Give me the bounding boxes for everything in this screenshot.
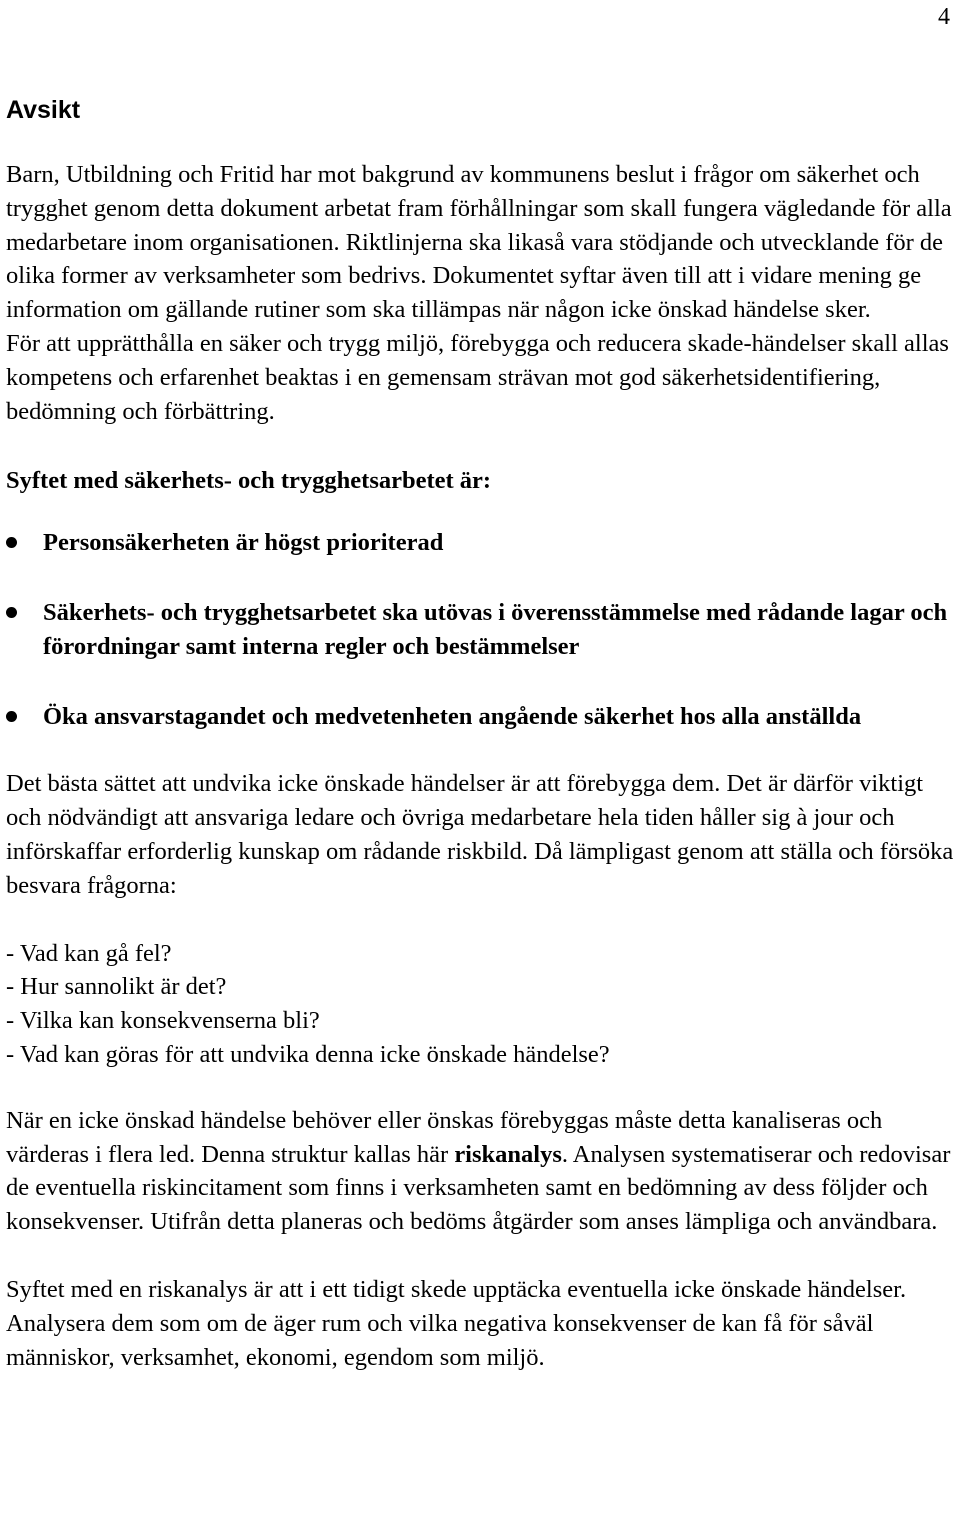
bullet-item	[6, 526, 954, 560]
question-item: - Vilka kan konsekvenserna bli?	[6, 1007, 320, 1035]
bullet-item	[6, 700, 954, 734]
bullet-text: Säkerhets- och trygghetsarbetet ska utövas i överensstämmelse med rådande lagar och förordningar samt interna regler och bestämmelser	[43, 598, 948, 660]
bullet-dot-icon	[6, 607, 17, 618]
prevention-paragraph: Det bästa sättet att undvika icke önskade händelser är att förebygga dem. Det är därför viktigt och nödvändigt att ansvariga ledare och övriga medarbetare hela tiden håller sig à jour och införskaffar erforderlig kunskap om rådande riskbild. Då lämpligast genom att ställa och försöka besvara frågorna:	[6, 770, 954, 899]
bullet-text: Öka ansvarstagandet och medvetenheten angående säkerhet hos alla anställda	[43, 702, 862, 730]
bullet-dot-icon	[6, 537, 17, 548]
question-item: - Vad kan göras för att undvika denna icke önskade händelse?	[6, 1040, 610, 1068]
question-item: - Hur sannolikt är det?	[6, 973, 227, 1001]
risk-paragraph-text-continued: . Analysen systematiserar och redovisar de eventuella riskincitament som finns i verksamheten samt en bedömning av dess följder och konsekvenser. Utifrån detta planeras och bedöms åtgärder som anses lämpliga och användbara.	[6, 1140, 951, 1236]
bullet-item	[6, 596, 954, 664]
document-body	[6, 90, 954, 1374]
risk-paragraph-text: När en icke önskad händelse behöver eller önskas förebyggas måste detta kanaliseras och värderas i flera led. Denna struktur kallas här	[6, 1106, 883, 1168]
risk-analysis-term: riskanalys	[454, 1140, 562, 1168]
section-heading: Avsikt	[6, 96, 81, 124]
question-list	[6, 937, 954, 1072]
bullet-text: Personsäkerheten är högst prioriterad	[43, 529, 444, 557]
risk-analysis-purpose-paragraph: Syftet med en riskanalys är att i ett tidigt skede upptäcka eventuella icke önskade händelser. Analysera dem som om de äger rum och vilka negativa konsekvenser de kan få för såväl människor, verksamhet, ekonomi, egendom som miljö.	[6, 1275, 907, 1371]
page-number: 4	[938, 4, 950, 30]
purpose-bullet-list	[6, 526, 954, 733]
intro-paragraph-continued: För att upprätthålla en säker och trygg miljö, förebygga och reducera skade-händelser skall allas kompetens och erfarenhet beaktas i en gemensam strävan mot god säkerhetsidentifiering, bedömning och förbättring.	[6, 329, 949, 425]
bullet-dot-icon	[6, 711, 17, 722]
purpose-heading: Syftet med säkerhets- och trygghetsarbetet är:	[6, 467, 492, 495]
risk-analysis-paragraph	[6, 1104, 954, 1239]
question-item: - Vad kan gå fel?	[6, 939, 172, 967]
intro-paragraph: Barn, Utbildning och Fritid har mot bakgrund av kommunens beslut i frågor om säkerhet och trygghet genom detta dokument arbetat fram förhållningar som skall fungera vägledande för alla medarbetare inom organisationen. Riktlinjerna ska likaså vara stödjande och utvecklande för de olika former av verksamheter som bedrivs. Dokumentet syftar även till att i vidare mening ge information om gällande rutiner som ska tillämpas när någon icke önskad händelse sker.	[6, 161, 952, 324]
